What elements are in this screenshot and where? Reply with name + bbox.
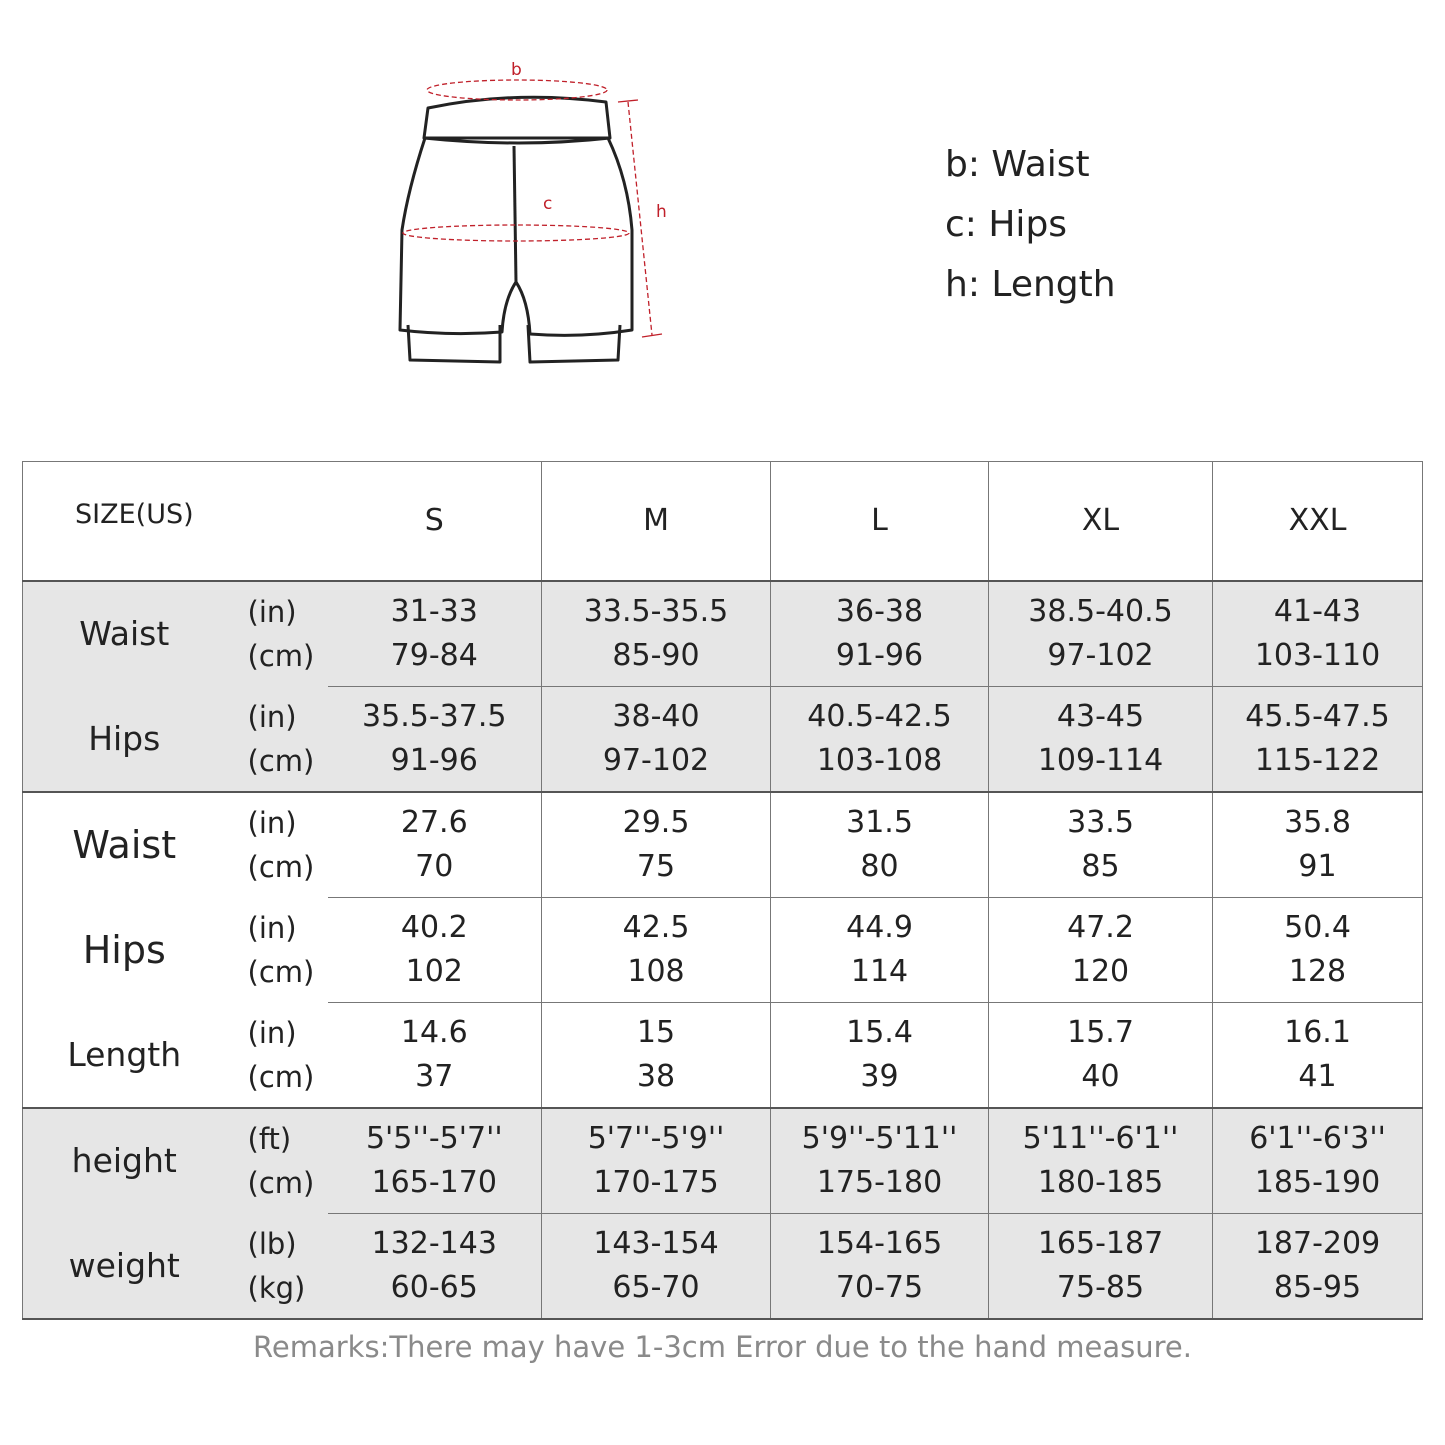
remarks-note: Remarks:There may have 1-3cm Error due to the hand measure. bbox=[253, 1330, 1192, 1364]
measure-value: 33.5-35.5 bbox=[583, 594, 729, 629]
row-label: height bbox=[23, 1108, 226, 1214]
measure-value: 175-180 bbox=[816, 1165, 943, 1200]
size-value-cell bbox=[328, 1003, 542, 1109]
measure-value: 43-45 bbox=[1056, 699, 1145, 734]
table-row bbox=[23, 792, 1423, 898]
size-value-cell bbox=[989, 581, 1213, 687]
measure-value: 5'9''-5'11'' bbox=[801, 1121, 958, 1156]
row-label: weight bbox=[23, 1214, 226, 1320]
size-s: S bbox=[328, 462, 542, 582]
row-units bbox=[226, 898, 328, 1003]
size-value-cell bbox=[328, 687, 542, 793]
measure-value: 187-209 bbox=[1254, 1226, 1381, 1261]
measure-value: 85-90 bbox=[612, 638, 700, 673]
measure-value: 38.5-40.5 bbox=[1028, 594, 1173, 629]
unit-label: (cm) bbox=[247, 1059, 315, 1094]
waist-marker-label: b bbox=[511, 60, 522, 80]
measure-value: 103-108 bbox=[816, 743, 943, 778]
size-value-cell bbox=[771, 898, 989, 1003]
size-value-cell bbox=[989, 898, 1213, 1003]
size-value-cell bbox=[989, 792, 1213, 898]
measure-value: 85 bbox=[1081, 849, 1120, 884]
measure-value: 47.2 bbox=[1067, 910, 1134, 945]
size-value-cell bbox=[989, 1108, 1213, 1214]
measure-value: 108 bbox=[627, 954, 685, 989]
measure-value: 14.6 bbox=[400, 1015, 468, 1050]
center-seam bbox=[514, 146, 516, 282]
table-row bbox=[23, 898, 1423, 1003]
measure-value: 115-122 bbox=[1254, 743, 1381, 778]
size-value-cell bbox=[328, 898, 542, 1003]
measure-value: 75 bbox=[636, 849, 676, 884]
size-value-cell bbox=[542, 1003, 771, 1109]
table-row bbox=[23, 1003, 1423, 1109]
size-value-cell bbox=[328, 1214, 542, 1320]
measure-value: 15.4 bbox=[846, 1015, 913, 1050]
row-units bbox=[226, 1108, 328, 1214]
unit-label: (ft) bbox=[247, 1122, 292, 1157]
unit-label: (lb) bbox=[247, 1226, 297, 1261]
measure-value: 180-185 bbox=[1037, 1165, 1164, 1200]
size-value-cell bbox=[542, 1214, 771, 1320]
measure-value: 5'7''-5'9'' bbox=[587, 1121, 725, 1156]
legend-waist: b: Waist bbox=[945, 144, 1090, 185]
size-value-cell bbox=[542, 581, 771, 687]
right-liner-leg bbox=[528, 325, 620, 362]
legend-length: h: Length bbox=[945, 264, 1116, 305]
measure-value: 85-95 bbox=[1273, 1270, 1362, 1305]
unit-label: (cm) bbox=[247, 1166, 315, 1201]
row-label: Waist bbox=[23, 792, 226, 898]
measure-value: 165-187 bbox=[1037, 1226, 1164, 1261]
row-label: Length bbox=[23, 1003, 226, 1109]
size-value-cell bbox=[1213, 687, 1423, 793]
measure-value: 60-65 bbox=[390, 1270, 478, 1305]
measure-value: 120 bbox=[1071, 954, 1130, 989]
legend-hips: c: Hips bbox=[945, 204, 1068, 245]
measure-value: 185-190 bbox=[1254, 1165, 1381, 1200]
row-units bbox=[226, 792, 328, 898]
table-row bbox=[23, 581, 1423, 687]
table-row bbox=[23, 1214, 1423, 1320]
size-value-cell bbox=[771, 1003, 989, 1109]
measure-value: 27.6 bbox=[400, 805, 468, 840]
measure-value: 70-75 bbox=[835, 1270, 924, 1305]
measure-value: 109-114 bbox=[1037, 743, 1164, 778]
measure-value: 38-40 bbox=[612, 699, 700, 734]
size-value-cell bbox=[1213, 1214, 1423, 1320]
measure-value: 91-96 bbox=[390, 743, 478, 778]
size-value-cell bbox=[542, 1108, 771, 1214]
row-units bbox=[226, 1214, 328, 1320]
measure-value: 40 bbox=[1081, 1059, 1120, 1094]
shorts-measurement-diagram bbox=[380, 50, 700, 380]
unit-label: (cm) bbox=[247, 639, 315, 674]
size-l: L bbox=[771, 462, 989, 582]
measure-value: 45.5-47.5 bbox=[1245, 699, 1390, 734]
size-xxl: XXL bbox=[1213, 462, 1423, 582]
measure-value: 35.5-37.5 bbox=[362, 699, 507, 734]
measure-value: 79-84 bbox=[390, 638, 478, 673]
size-chart-table bbox=[22, 461, 1423, 1320]
measure-value: 33.5 bbox=[1067, 805, 1134, 840]
measure-value: 44.9 bbox=[846, 910, 913, 945]
measure-value: 143-154 bbox=[593, 1226, 719, 1261]
size-value-cell bbox=[542, 898, 771, 1003]
measure-value: 36-38 bbox=[835, 594, 924, 629]
measure-value: 38 bbox=[636, 1059, 676, 1094]
unit-label: (cm) bbox=[247, 743, 315, 778]
unit-label: (cm) bbox=[247, 850, 315, 885]
measure-value: 97-102 bbox=[602, 743, 710, 778]
row-units bbox=[226, 687, 328, 793]
measure-value: 39 bbox=[860, 1059, 899, 1094]
measure-value: 35.8 bbox=[1284, 805, 1351, 840]
measure-value: 29.5 bbox=[622, 805, 690, 840]
size-value-cell bbox=[989, 687, 1213, 793]
measure-value: 70 bbox=[415, 849, 454, 884]
length-marker-label: h bbox=[656, 202, 667, 222]
unit-label: (kg) bbox=[247, 1270, 306, 1305]
measure-value: 128 bbox=[1288, 954, 1347, 989]
measure-value: 154-165 bbox=[816, 1226, 943, 1261]
measure-value: 170-175 bbox=[593, 1165, 719, 1200]
measure-value: 40.2 bbox=[400, 910, 468, 945]
size-value-cell bbox=[1213, 1003, 1423, 1109]
measure-value: 91-96 bbox=[835, 638, 924, 673]
size-m: M bbox=[542, 462, 771, 582]
measure-value: 40.5-42.5 bbox=[807, 699, 952, 734]
measure-value: 37 bbox=[415, 1059, 454, 1094]
measure-value: 65-70 bbox=[612, 1270, 700, 1305]
measure-value: 91 bbox=[1298, 849, 1337, 884]
measurement-legend bbox=[945, 135, 1116, 315]
measure-value: 6'1''-6'3'' bbox=[1249, 1121, 1386, 1156]
size-value-cell bbox=[771, 687, 989, 793]
size-xl: XL bbox=[989, 462, 1213, 582]
size-value-cell bbox=[328, 792, 542, 898]
measure-value: 15 bbox=[636, 1015, 676, 1050]
measure-value: 80 bbox=[860, 849, 899, 884]
size-value-cell bbox=[989, 1003, 1213, 1109]
unit-label: (in) bbox=[247, 595, 297, 630]
row-label: Waist bbox=[23, 581, 226, 687]
waistband bbox=[424, 97, 610, 143]
unit-label: (in) bbox=[247, 806, 297, 841]
measure-value: 41-43 bbox=[1273, 594, 1362, 629]
hips-marker-label: c bbox=[543, 194, 553, 214]
size-value-cell bbox=[1213, 581, 1423, 687]
left-liner-leg bbox=[408, 325, 500, 362]
size-header-row bbox=[23, 462, 1423, 582]
size-value-cell bbox=[1213, 898, 1423, 1003]
measure-value: 102 bbox=[405, 954, 463, 989]
measure-value: 165-170 bbox=[371, 1165, 497, 1200]
size-value-cell bbox=[771, 792, 989, 898]
size-value-cell bbox=[542, 792, 771, 898]
measure-value: 5'11''-6'1'' bbox=[1022, 1121, 1179, 1156]
size-value-cell bbox=[328, 1108, 542, 1214]
unit-label: (in) bbox=[247, 699, 297, 734]
size-value-cell bbox=[989, 1214, 1213, 1320]
table-row bbox=[23, 687, 1423, 793]
size-value-cell bbox=[1213, 792, 1423, 898]
measure-value: 15.7 bbox=[1067, 1015, 1134, 1050]
size-value-cell bbox=[771, 1214, 989, 1320]
measure-value: 42.5 bbox=[622, 910, 690, 945]
size-value-cell bbox=[542, 687, 771, 793]
measure-value: 5'5''-5'7'' bbox=[365, 1121, 503, 1156]
measure-value: 97-102 bbox=[1047, 638, 1154, 673]
measure-value: 114 bbox=[850, 954, 909, 989]
measure-value: 103-110 bbox=[1254, 638, 1381, 673]
size-value-cell bbox=[328, 581, 542, 687]
measure-value: 31.5 bbox=[846, 805, 913, 840]
size-value-cell bbox=[771, 581, 989, 687]
measure-value: 31-33 bbox=[390, 594, 478, 629]
measure-value: 50.4 bbox=[1284, 910, 1351, 945]
table-row bbox=[23, 1108, 1423, 1214]
unit-label: (cm) bbox=[247, 955, 315, 989]
size-value-cell bbox=[1213, 1108, 1423, 1214]
measure-value: 132-143 bbox=[371, 1226, 497, 1261]
size-value-cell bbox=[771, 1108, 989, 1214]
measure-value: 41 bbox=[1298, 1059, 1337, 1094]
size-us-label: SIZE(US) bbox=[23, 462, 328, 582]
measure-value: 16.1 bbox=[1284, 1015, 1351, 1050]
row-units bbox=[226, 1003, 328, 1109]
row-label: Hips bbox=[23, 687, 226, 793]
row-units bbox=[226, 581, 328, 687]
unit-label: (in) bbox=[247, 1015, 297, 1050]
measure-value: 75-85 bbox=[1056, 1270, 1145, 1305]
row-label: Hips bbox=[23, 898, 226, 1003]
unit-label: (in) bbox=[247, 911, 297, 945]
